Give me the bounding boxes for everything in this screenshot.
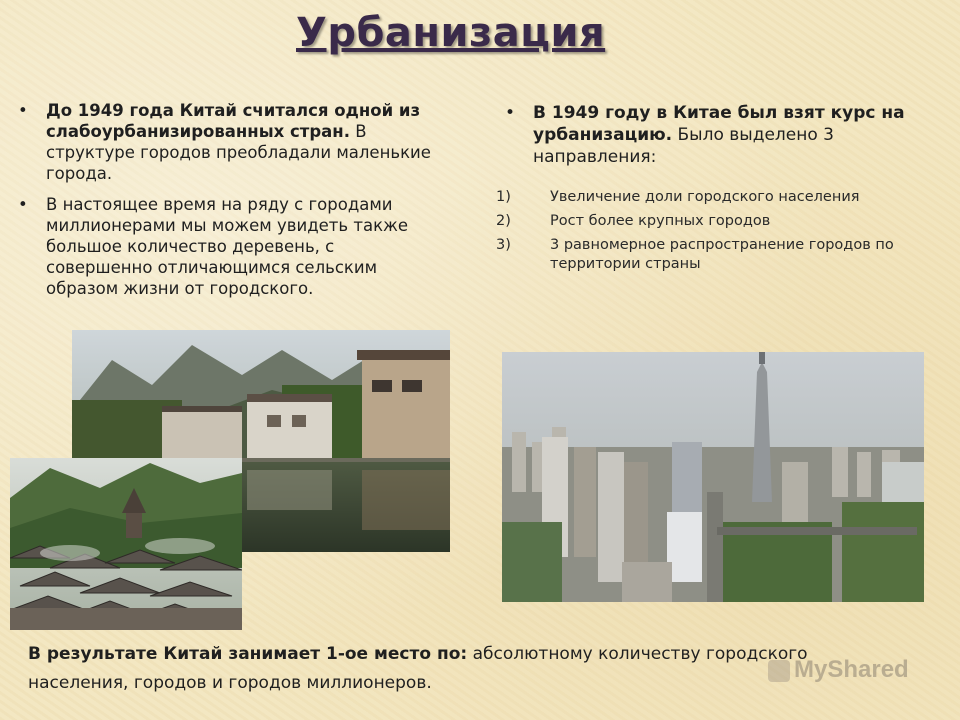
left-bullet-list [18,100,438,309]
direction-item-1: 1) Увеличение доли городского населения [496,189,860,205]
direction-item-3: 3) 3 равномерное распространение городов по территории страны [496,237,894,272]
directions-list [496,188,926,279]
right-bullet-1: • В 1949 году в Китае был взят курс на урбанизацию. Было выделено 3 направления: [505,102,925,168]
watermark-logo-icon [768,660,790,682]
left-bullet-2: • В настоящее время на ряду с городами миллионерами мы можем увидеть также большое количество деревень, с совершенно отличающимся сельским образом жизни от городского. [18,194,438,299]
conclusion-text: В результате Китай занимает 1-ое место по: абсолютному количеству городского населения, городов и городов миллионеров. [28,644,808,693]
city-skyline-photo [502,352,924,602]
slide-title: Урбанизация [296,10,606,56]
watermark: MyShared [768,656,909,684]
right-bullet-list [505,102,925,168]
left-bullet-1: • До 1949 года Китай считался одной из слабоурбанизированных стран. В структуре городов преобладали маленькие города. [18,100,438,184]
mountain-village-photo [10,458,242,630]
direction-item-2: 2) Рост более крупных городов [496,213,771,229]
